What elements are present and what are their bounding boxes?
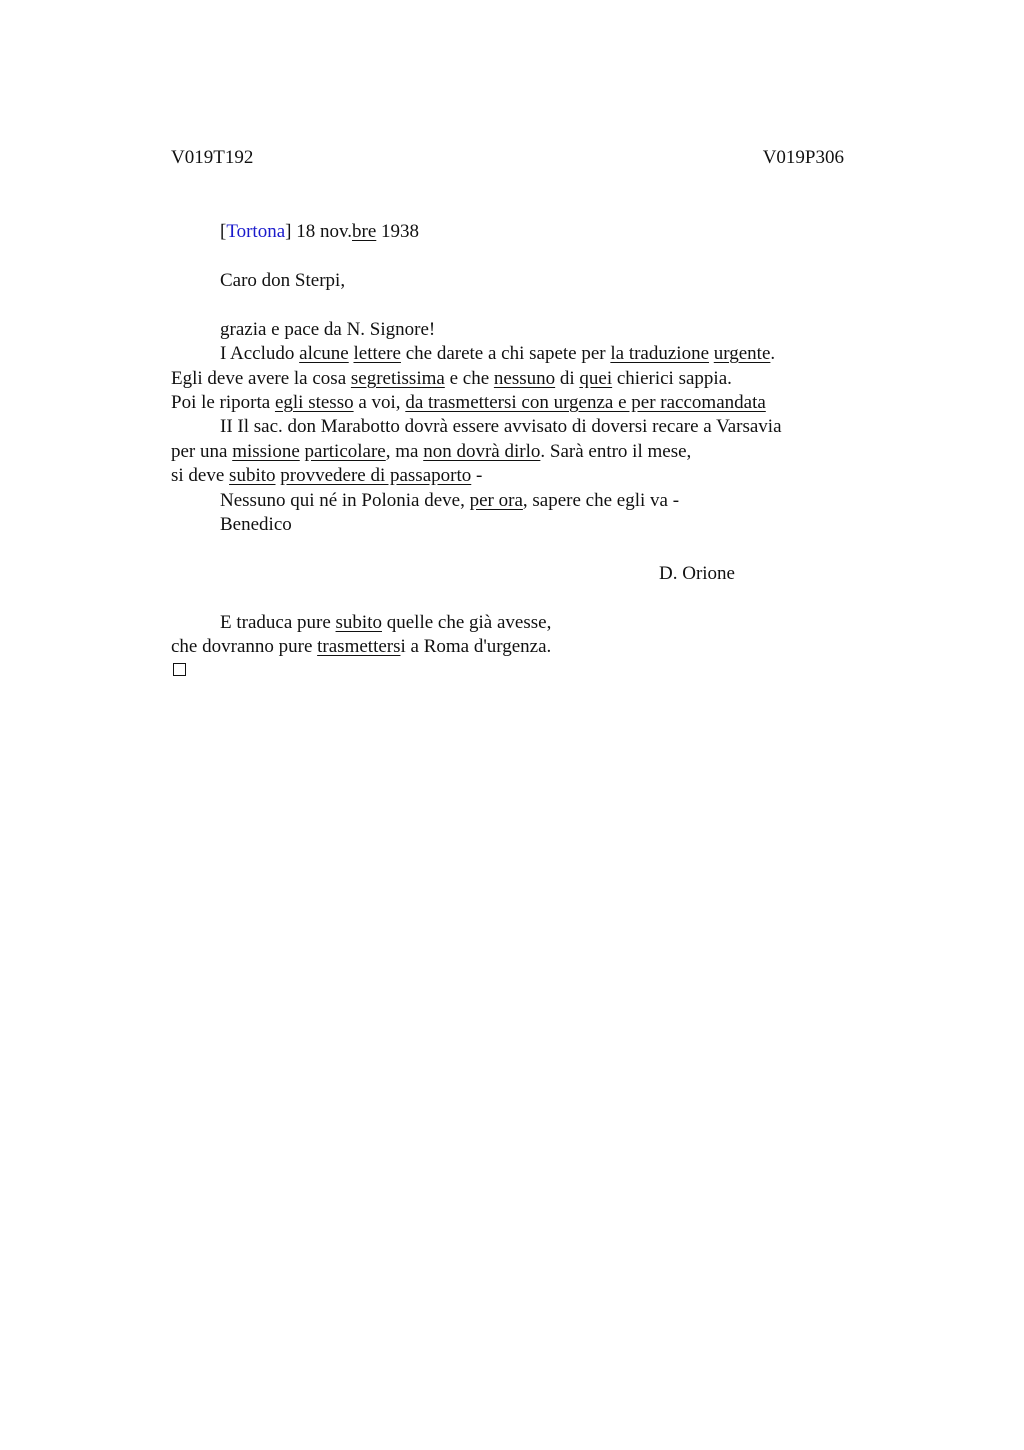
- salutation: Caro don Sterpi,: [220, 270, 346, 291]
- text-run: Egli deve avere la cosa: [171, 368, 351, 389]
- text-run: . Sarà entro il mese,: [540, 441, 692, 462]
- text-run: si deve: [171, 465, 230, 486]
- body-line-2: [171, 367, 732, 391]
- dateline-close-bracket: ]: [285, 221, 292, 242]
- dateline-place: Tortona: [226, 221, 286, 242]
- underlined-run: per ora: [469, 490, 523, 511]
- body-line-7: [220, 489, 679, 513]
- underlined-run: nessuno: [493, 368, 556, 389]
- text-run: Poi le riporta: [171, 392, 275, 413]
- document-code-left: V019T192: [171, 147, 254, 168]
- underlined-run: lettere: [353, 343, 401, 364]
- underlined-run: non dovrà dirlo: [423, 441, 541, 462]
- underlined-run: subito: [335, 612, 382, 633]
- postscript-line-1: [220, 611, 551, 635]
- text-run: per una: [171, 441, 233, 462]
- dateline-year: 1938: [376, 221, 420, 242]
- document-code-right: V019P306: [762, 147, 844, 168]
- underlined-run: urgente: [713, 343, 771, 364]
- underlined-run: subito: [229, 465, 276, 486]
- text-run: e che: [444, 368, 494, 389]
- underlined-run: provvedere di passaporto: [280, 465, 472, 486]
- text-run: a voi,: [353, 392, 406, 413]
- text-run: .: [770, 343, 776, 364]
- underlined-run: quei: [579, 368, 613, 389]
- end-of-document-square-icon: [173, 663, 186, 676]
- dateline-month-suffix: bre: [352, 221, 377, 242]
- underlined-run: missione: [232, 441, 300, 462]
- dateline-day-month: 18 nov.: [291, 221, 353, 242]
- body-line-6: [171, 464, 482, 488]
- body-line-3: [171, 391, 766, 415]
- text-run: I Accludo: [220, 343, 300, 364]
- text-run: chierici sappia.: [612, 368, 732, 389]
- underlined-run: egli stesso: [274, 392, 354, 413]
- text-run: che darete a chi sapete per: [400, 343, 611, 364]
- underlined-run: segretissima: [350, 368, 445, 389]
- body-line-5: [171, 440, 691, 464]
- text-run: , sapere che egli va -: [522, 490, 680, 511]
- body-line-1: [220, 342, 775, 366]
- underlined-run: la traduzione: [610, 343, 710, 364]
- text-run: di: [555, 368, 580, 389]
- underlined-run: alcune: [299, 343, 349, 364]
- greeting: grazia e pace da N. Signore!: [220, 319, 436, 340]
- body-line-4: II Il sac. don Marabotto dovrà essere avvisato di doversi recare a Varsavia: [220, 416, 782, 437]
- signature: D. Orione: [659, 563, 735, 584]
- underlined-run: da trasmettersi con urgenza e per raccomandata: [405, 392, 766, 413]
- text-run: , ma: [385, 441, 424, 462]
- postscript-line-2: [171, 635, 551, 659]
- dateline: [220, 220, 419, 244]
- text-run: i a Roma d'urgenza.: [400, 636, 552, 657]
- underlined-run: particolare: [304, 441, 386, 462]
- text-run: -: [471, 465, 483, 486]
- text-run: quelle che già avesse,: [381, 612, 552, 633]
- dateline-open-bracket: [: [220, 221, 227, 242]
- text-run: E traduca pure: [220, 612, 336, 633]
- text-run: Nessuno qui né in Polonia deve,: [220, 490, 470, 511]
- closing: Benedico: [220, 514, 292, 535]
- text-run: che dovranno pure: [171, 636, 318, 657]
- underlined-run: trasmetters: [317, 636, 401, 657]
